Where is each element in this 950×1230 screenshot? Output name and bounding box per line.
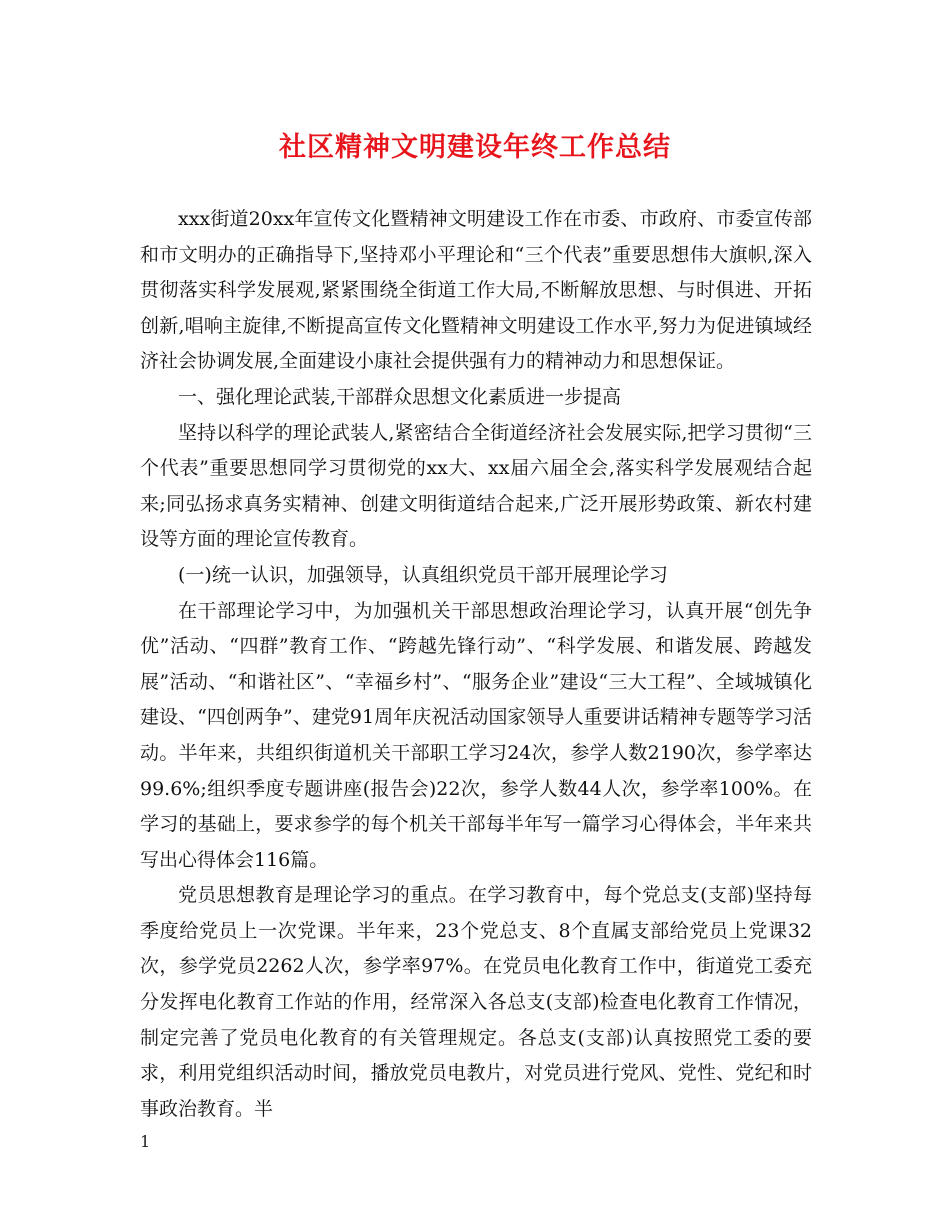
paragraph-theory: 坚持以科学的理论武装人,紧密结合全街道经济社会发展实际,把学习贯彻“三个代表”重要思想同学习贯彻党的xx大、xx届六届全会,落实科学发展观结合起来;同弘扬求真务实精神、创建文明街道结合起来,广泛开展形势政策、新农村建设等方面的理论宣传教育。 <box>140 421 812 551</box>
page-number: 1 <box>140 1132 151 1151</box>
paragraph-party-education: 党员思想教育是理论学习的重点。在学习教育中，每个党总支(支部)坚持每季度给党员上一次党课。半年来，23个党总支、8个直属支部给党员上党课32次，参学党员2262人次，参学率97%。在党员电化教育工作中，街道党工委充分发挥电化教育工作站的作用，经常深入各总支(支部)检查电化教育工作情况，制定完善了党员电化教育的有关管理规定。各总支(支部)认真按照党工委的要求，利用党组织活动时间，播放党员电教片，对党员进行党风、党性、党纪和时事政治教育。半 <box>140 884 812 1120</box>
subsection-heading-1: (一)统一认识，加强领导，认真组织党员干部开展理论学习 <box>178 563 668 586</box>
document-title: 社区精神文明建设年终工作总结 <box>279 132 671 163</box>
paragraph-intro: xxx街道20xx年宣传文化暨精神文明建设工作在市委、市政府、市委宣传部和市文明办的正确指导下,坚持邓小平理论和“三个代表”重要思想伟大旗帜,深入贯彻落实科学发展观,紧紧围绕全街道工作大局,不断解放思想、与时俱进、开拓创新,唱响主旋律,不断提高宣传文化暨精神文明建设工作水平,努力为促进镇域经济社会协调发展,全面建设小康社会提供强有力的精神动力和思想保证。 <box>140 208 812 373</box>
section-heading-1: 一、强化理论武装,干部群众思想文化素质进一步提高 <box>178 385 622 408</box>
paragraph-cadre-study: 在干部理论学习中，为加强机关干部思想政治理论学习，认真开展“创先争优”活动、“四群”教育工作、“跨越先锋行动”、“科学发展、和谐发展、跨越发展”活动、“和谐社区”、“幸福乡村”、“服务企业”建设“三大工程”、全域城镇化建设、“四创两争”、建党91周年庆祝活动国家领导人重要讲话精神专题等学习活动。半年来，共组织街道机关干部职工学习24次，参学人数2190次，参学率达99.6%;组织季度专题讲座(报告会)22次，参学人数44人次，参学率100%。在学习的基础上，要求参学的每个机关干部每半年写一篇学习心得体会，半年来共写出心得体会116篇。 <box>140 599 812 871</box>
document-body <box>140 202 812 1127</box>
